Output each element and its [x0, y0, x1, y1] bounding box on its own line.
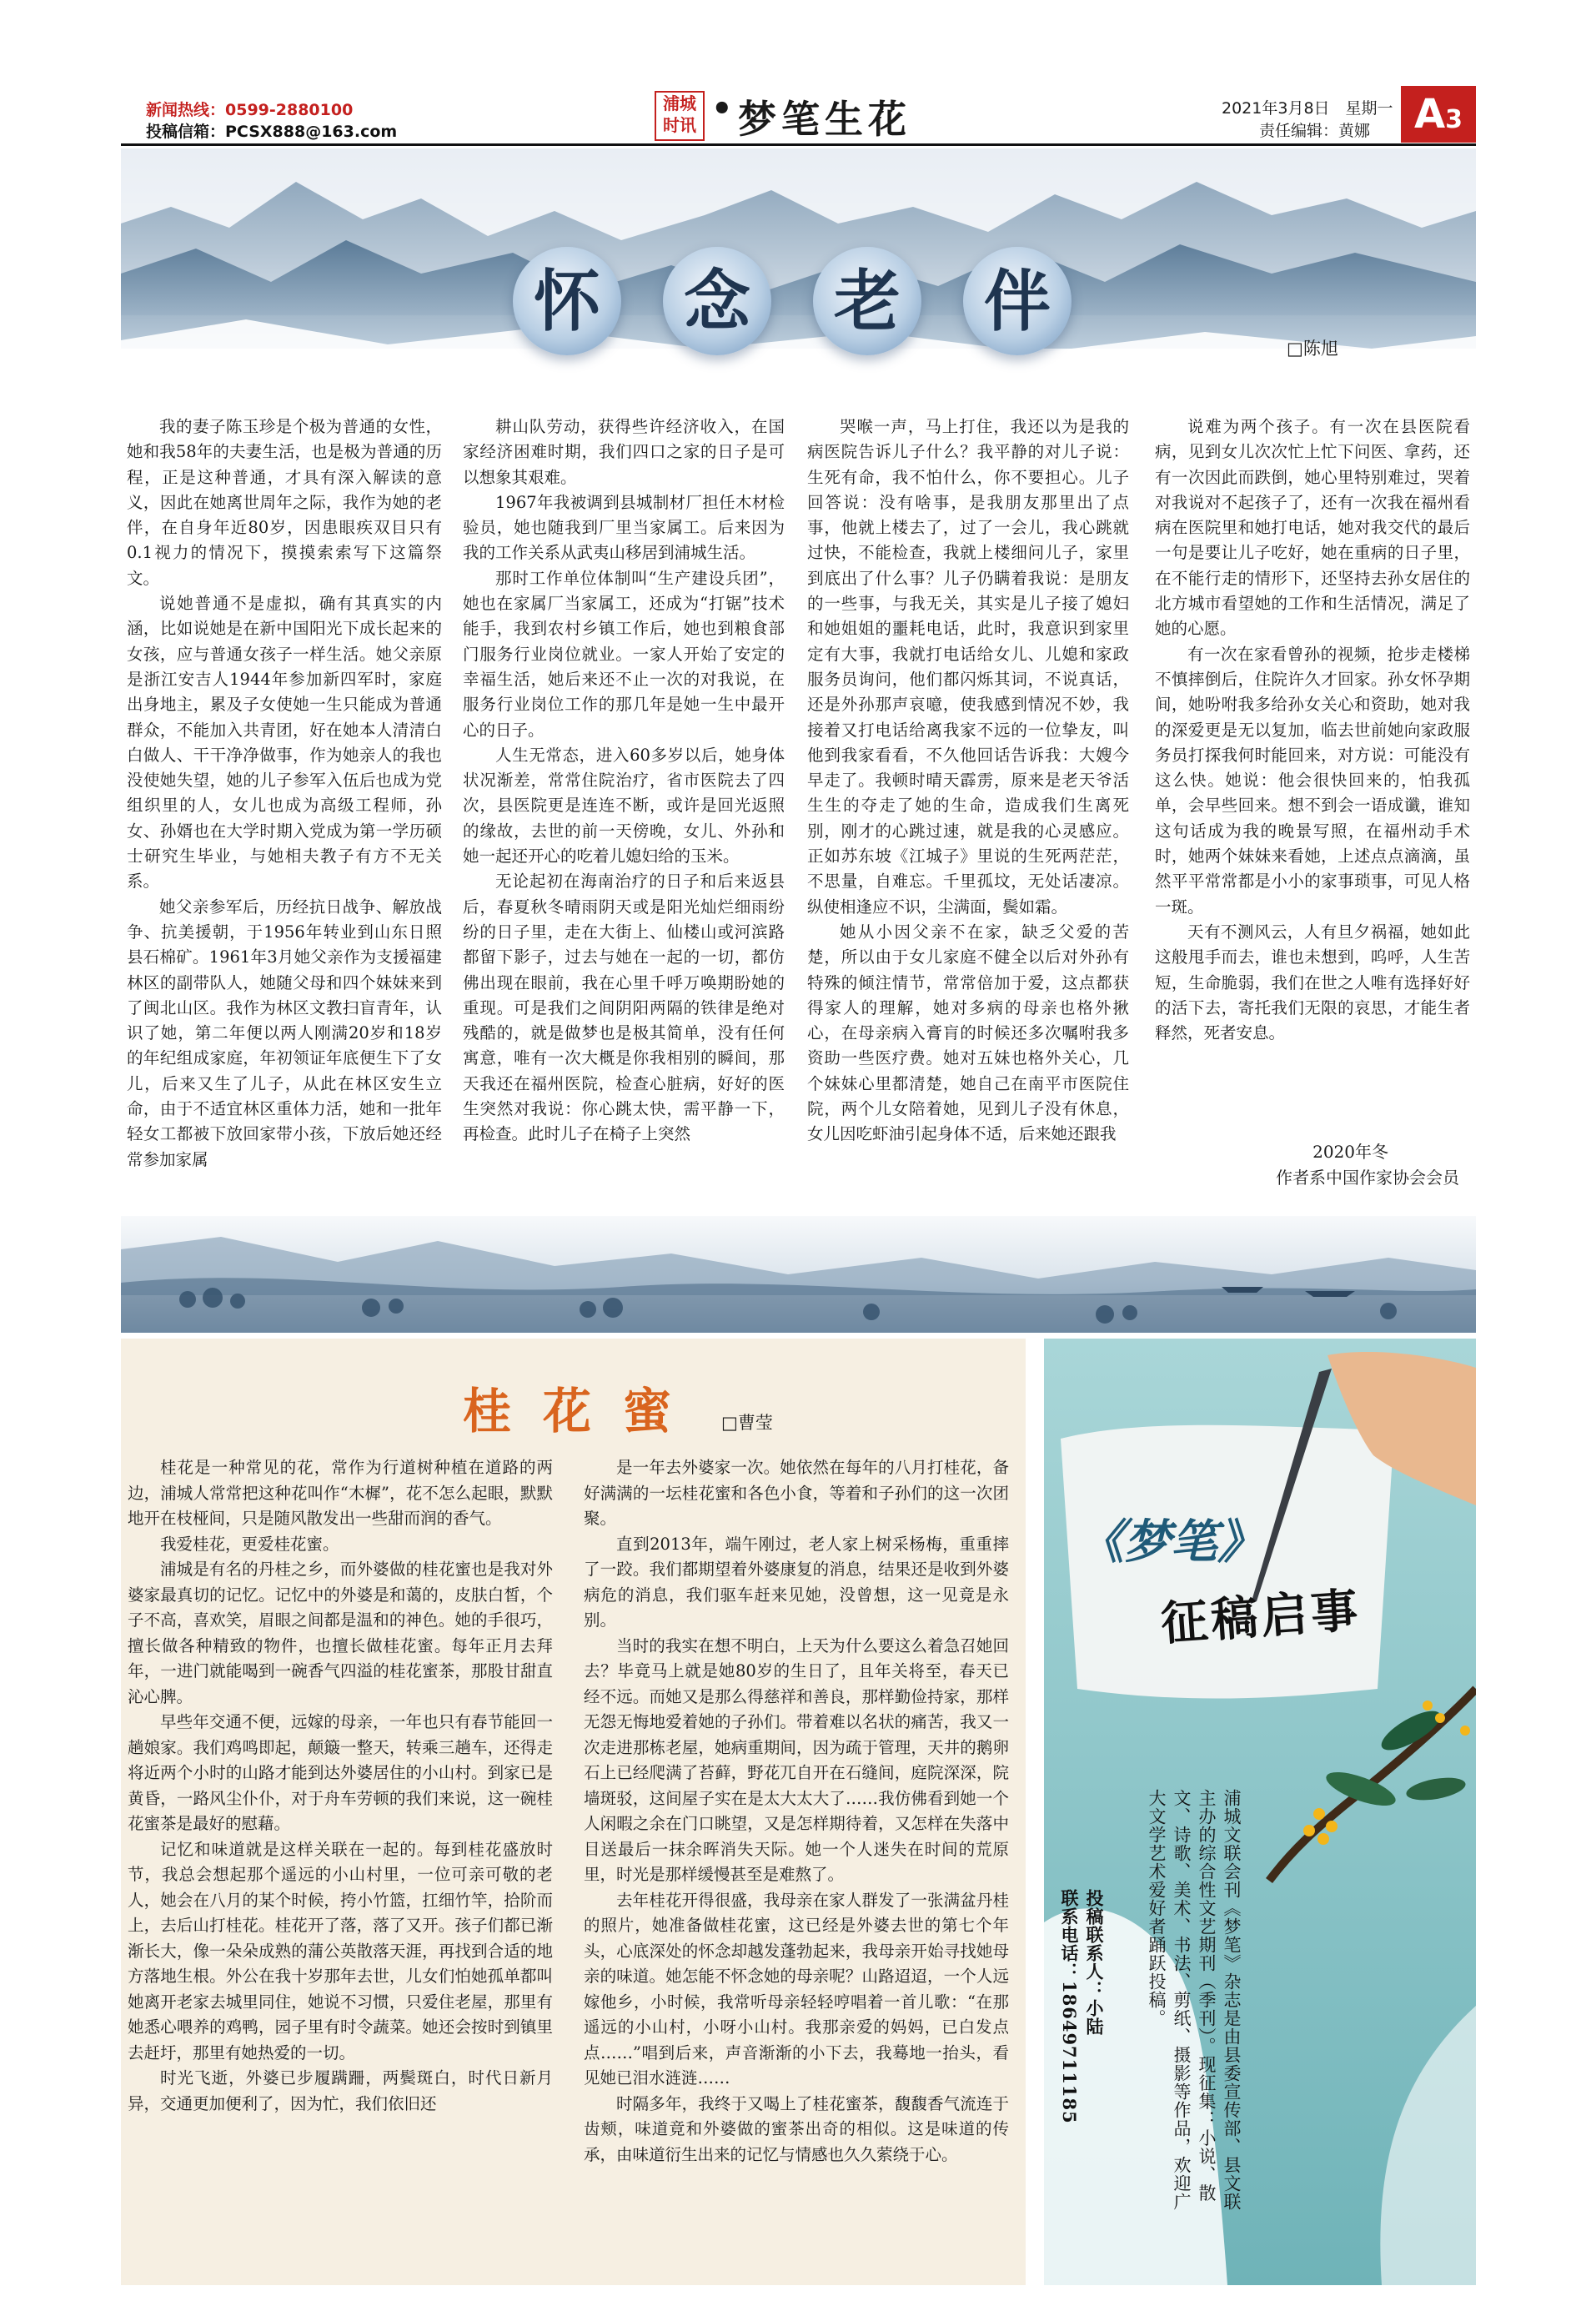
title-char-4: 伴	[963, 247, 1072, 355]
paragraph: 我爱桂花，更爱桂花蜜。	[160, 1534, 339, 1554]
paragraph: 说她普通不是虚拟，确有其真实的内涵，比如说她是在新中国阳光下成长起来的女孩，应与普通女孩子一样生活。她父亲原是浙江安吉人1944年参加新四军时，家庭出身地主，累及子女使她一生只能成为普通群众，不能加入共青团，好在她本人清清白白做人、干干净净做事，作为她亲人的我也没使她失望，她的儿子参军入伍后也成为党组织里的人，女儿也成为高级工程师，孙女、孙婿也在大学时期入党成为第一学历硕士研究生毕业，与她相夫教子有方不无关系。	[127, 594, 442, 892]
notice-background-illustration	[1044, 1339, 1476, 2285]
notice-body: 浦城文联会刊《梦笔》杂志是由县委宣传部、县文联主办的综合性文艺期刊（季刊）。现征集：小说、散文、诗歌、美术、书法、剪纸、摄影等作品，欢迎广大文学艺术爱好者踊跃投稿。	[1147, 1789, 1242, 2211]
article2-column-1	[128, 1455, 553, 2117]
newspaper-logo	[655, 91, 705, 141]
paragraph: 那时工作单位体制叫“生产建设兵团”，她也在家属厂当家属工，还成为“打锯”技术能手，我到农村乡镇工作后，她也到粮食部门服务行业岗位就业。一家人开始了安定的幸福生活，她后来还不止一次的对我说，在服务行业岗位工作的那几年是她一生中最开心的日子。	[463, 568, 785, 740]
paragraph: 1967年我被调到县城制材厂担任木材检验员，她也随我到厂里当家属工。后来因为我的工作关系从武夷山移居到浦城生活。	[463, 492, 785, 563]
page-num: 3	[1445, 105, 1463, 134]
paragraph: 我的妻子陈玉珍是个极为普通的女性，她和我58年的夫妻生活，也是极为普通的历程，正是这种普通，才具有深入解读的意义，因此在她离世周年之际，我作为她的老伴，在自身年近80岁，因患眼疾双目只有0.1视力的情况下，摸摸索索写下这篇祭文。	[127, 417, 442, 588]
paragraph: 她从小因父亲不在家，缺乏父爱的苦楚，所以由于女儿家庭不健全以后对外孙有特殊的倾注情节，常常倍加于爱，这点都获得家人的理解，她对多病的母亲也格外揪心，在母亲病入膏肓的时候还多次嘱咐我多资助一些医疗费。她对五妹也格外关心，几个妹妹心里都清楚，她自己在南平市医院住院，两个儿女陪着她，见到儿子没有休息，女儿因吃虾油引起身体不适，后来她还跟我	[807, 922, 1129, 1144]
paragraph: 去年桂花开得很盛，我母亲在家人群发了一张满盆丹桂的照片，她准备做桂花蜜，这已经是外婆去世的第七个年头，心底深处的怀念却越发蓬勃起来，我母亲开始寻找她母亲的味道。她怎能不怀念她的母亲呢？山路迢迢，一个人远嫁他乡，小时候，我常听母亲轻轻哼唱着一首儿歌：“在那遥远的小山村，小呀小山村。我那亲爱的妈妈，已白发点点……”唱到后来，声音渐渐的小下去，我蓦地一抬头，看见她已泪水涟涟……	[584, 1890, 1009, 2087]
submission-email: 投稿信箱：PCSX888@163.com	[146, 123, 398, 141]
paragraph: 无论起初在海南治疗的日子和后来返县后，春夏秋冬晴雨阴天或是阳光灿烂细雨纷纷的日子里，走在大街上、仙楼山或河滨路都留下影子，过去与她在一起的一切，都仿佛出现在眼前，我在心里千呼万唤期盼她的重现。可是我们之间阴阳两隔的铁律是绝对残酷的，就是做梦也是极其简单，没有任何寓意，唯有一次大概是你我相别的瞬间，那天我还在福州医院，检查心脏病，好好的医生突然对我说：你心跳太快，需平静一下，再检查。此时儿子在椅子上突然	[463, 872, 785, 1144]
lake-banner	[121, 1216, 1476, 1333]
logo-top: 浦城	[663, 93, 696, 113]
paragraph: 时隔多年，我终于又喝上了桂花蜜茶，馥馥香气流连于齿颊，味道竟和外婆做的蜜茶出奇的相似。这是味道的传承，由味道衍生出来的记忆与情感也久久萦绕于心。	[584, 2093, 1009, 2164]
article2-byline: □曹莹	[721, 1413, 773, 1433]
paragraph: 当时的我实在想不明白，上天为什么要这么着急召她回去？毕竟马上就是她80岁的生日了，且年关将至，春天已经不远。而她又是那么得慈祥和善良，那样勤俭持家，那样无怨无悔地爱着她的子孙们。带着难以名状的痛苦，我又一次走进那栋老屋，她病重期间，因为疏于管理，天井的鹅卵石上已经爬满了苔藓，野花兀自开在石缝间，庭院深深，院墙斑驳，这间屋子实在是太大太大了……我仿佛看到她一个人闲暇之余在门口眺望，又是怎样期待着，又怎样在失落中目送最后一抹余晖消失天际。她一个人迷失在时间的荒原里，时光是那样缓慢甚至是难熬了。	[584, 1635, 1009, 1884]
paragraph: 是一年去外婆家一次。她依然在每年的八月打桂花，备好满满的一坛桂花蜜和各色小食，等着和子孙们的这一次团聚。	[584, 1458, 1009, 1528]
title-char-1: 怀	[513, 247, 621, 355]
contact-phone: 联系电话：18649711185	[1059, 1889, 1080, 2124]
article-date: 2020年冬	[1312, 1142, 1388, 1162]
title-char-2: 念	[663, 247, 771, 355]
page-letter: A	[1413, 91, 1446, 138]
article1-column-1	[127, 414, 442, 1173]
article1-column-3	[807, 414, 1129, 1148]
paragraph: 早些年交通不便，远嫁的母亲，一年也只有春节能回一趟娘家。我们鸡鸣即起，颠簸一整天，转乘三趟车，还得走将近两个小时的山路才能到达外婆居住的小山村。到家已是黄昏，一路风尘仆仆，对于舟车劳顿的我们来说，这一碗桂花蜜茶是最好的慰藉。	[128, 1712, 553, 1833]
contact-person: 投稿联系人：小陆	[1084, 1889, 1105, 2036]
paragraph: 耕山队劳动，获得些许经济收入，在国家经济困难时期，我们四口之家的日子是可以想象其艰难。	[463, 417, 785, 487]
paragraph: 她父亲参军后，历经抗日战争、解放战争、抗美援朝，于1956年转业到山东日照县石棉矿。1961年3月她父亲作为支援福建林区的副带队人，她随父母和四个妹妹来到了闽北山区。我作为林区文教扫盲青年，认识了她，第二年便以两人刚满20岁和18岁的年纪组成家庭，年初领证年底便生下了女儿，后来又生了儿子，从此在林区安生立命，由于不适宜林区重体力活，她和一批年轻女工都被下放回家带小孩，下放后她还经常参加家属	[127, 897, 442, 1169]
article2-column-2	[584, 1455, 1009, 2168]
logo-bottom: 时讯	[663, 115, 696, 135]
article2-title: 桂花蜜	[463, 1383, 704, 1439]
news-hotline: 新闻热线：0599-2880100	[146, 101, 354, 119]
page-header	[121, 88, 1476, 144]
author-note: 作者系中国作家协会会员	[1276, 1168, 1459, 1188]
mountain-landscape-illustration	[121, 148, 1476, 424]
mountain-banner	[121, 148, 1476, 424]
article1-column-2	[463, 414, 785, 1148]
article2-panel	[121, 1339, 1026, 2285]
article1-column-4	[1155, 414, 1470, 1046]
paragraph: 记忆和味道就是这样关联在一起的。每到桂花盛放时节，我总会想起那个遥远的小山村里，一位可亲可敬的老人，她会在八月的某个时候，挎小竹篮，扛细竹竿，拾阶而上，去后山打桂花。桂花开了落，落了又开。孩子们都已渐渐长大，像一朵朵成熟的蒲公英散落天涯，再找到合适的地方落地生根。外公在我十岁那年去世，儿女们怕她孤单都叫她离开老家去城里同住，她说不习惯，只爱住老屋，那里有她悉心喂养的鸡鸭，园子里有时令蔬菜。她还会按时到镇里去赶圩，那里有她热爱的一切。	[128, 1839, 553, 2062]
article-byline: □陈旭	[1287, 339, 1338, 359]
paragraph: 天有不测风云，人有旦夕祸福，她如此这般甩手而去，谁也未想到，呜呼，人生苦短，生命脆弱，我们在世之人唯有选择好好的活下去，寄托我们无限的哀思，才能生者释然，死者安息。	[1155, 922, 1470, 1043]
lake-landscape-illustration	[121, 1216, 1476, 1333]
paragraph: 人生无常态，进入60多岁以后，她身体状况渐差，常常住院治疗，省市医院去了四次，县医院更是连连不断，或许是回光返照的缘故，去世的前一天傍晚，女儿、外孙和她一起还开心的吃着儿媳妇给的玉米。	[463, 745, 785, 867]
issue-date: 2021年3月8日 星期一	[1222, 99, 1393, 118]
paragraph: 桂花是一种常见的花，常作为行道树种植在道路的两边，浦城人常常把这种花叫作“木樨”，花不怎么起眼，默默地开在枝桠间，只是随风散发出一些甜而润的香气。	[128, 1458, 553, 1528]
paragraph: 说难为两个孩子。有一次在县医院看病，见到女儿次次忙上忙下问医、拿药，还有一次因此而跌倒，她心里特别难过，哭着对我说对不起孩子了，还有一次我在福州看病在医院里和她打电话，她对我交代的最后一句是要让儿子吃好，她在重病的日子里，在不能行走的情形下，还坚持去孙女居住的北方城市看望她的工作和生活情况，满足了她的心愿。	[1155, 417, 1470, 639]
section-title: 梦笔生花	[738, 97, 911, 142]
paragraph: 有一次在家看曾孙的视频，抢步走楼梯不慎摔倒后，住院许久才回家。孙女怀孕期间，她吩咐我多给孙女关心和资助，她对我的深爱更是无以复加，临去世前她向家政服务员打探我何时能回来，对方说：可能没有这么快。她说：他会很快回来的，怕我孤单，会早些回来。想不到会一语成谶，谁知这句话成为我的晚景写照，在福州动手术时，她两个妹妹来看她，上述点点滴滴，虽然平平常常都是小小的家事琐事，可见人格一斑。	[1155, 644, 1470, 917]
notice-contact	[1082, 1889, 1107, 2139]
responsible-editor: 责任编辑：黄娜	[1259, 122, 1371, 140]
notice-phone	[1056, 1889, 1082, 2189]
submission-notice-panel	[1044, 1339, 1476, 2285]
notice-title: 征稿启事	[1159, 1582, 1363, 1652]
page-number-badge	[1401, 86, 1476, 143]
paragraph: 哭喉一声，马上打住，我还以为是我的病医院告诉儿子什么？我平静的对儿子说：生死有命，我不怕什么，你不要担心。儿子回答说：没有啥事，是我朋友那里出了点事，他就上楼去了，过了一会儿，我心跳就过快，不能检查，我就上楼细问儿子，家里到底出了什么事？儿子仍瞒着我说：是朋友的一些事，与我无关，其实是儿子接了媳妇和她姐姐的噩耗电话，此时，我意识到家里定有大事，我就打电话给女儿、儿媳和家政服务员询问，他们都闪烁其词，不说真话，还是外孙那声哀噫，使我感到情况不妙，我接着又打电话给离我家不远的一位挚友，叫他到我家看看，不久他回话告诉我：大嫂今早走了。我顿时晴天霹雳，原来是老天爷活生生的夺走了她的生命，造成我们生离死别，刚才的心跳过速，就是我的心灵感应。正如苏东坡《江城子》里说的生死两茫茫，不思量，自难忘。千里孤坟，无处话凄凉。纵使相逢应不识，尘满面，鬓如霜。	[807, 417, 1129, 917]
notice-title-magazine: 《梦笔》	[1077, 1515, 1264, 1570]
paragraph: 时光飞逝，外婆已步履蹒跚，两鬓斑白，时代日新月异，交通更加便利了，因为忙，我们依旧还	[128, 2068, 553, 2113]
paragraph: 直到2013年，端午刚过，老人家上树采杨梅，重重摔了一跤。我们都期望着外婆康复的消息，结果还是收到外婆病危的消息，我们驱车赶来见她，没曾想，这一见竟是永别。	[584, 1534, 1009, 1630]
header-rule	[121, 143, 1476, 146]
title-char-3: 老	[813, 247, 921, 355]
paragraph: 浦城是有名的丹桂之乡，而外婆做的桂花蜜也是我对外婆家最真切的记忆。记忆中的外婆是和蔼的，皮肤白皙，个子不高，喜欢笑，眉眼之间都是温和的神色。她的手很巧，擅长做各种精致的物件，也擅长做桂花蜜。每年正月去拜年，一进门就能喝到一碗香气四溢的桂花蜜茶，那股甘甜直沁心脾。	[128, 1560, 553, 1706]
section-dot: •	[711, 89, 733, 128]
